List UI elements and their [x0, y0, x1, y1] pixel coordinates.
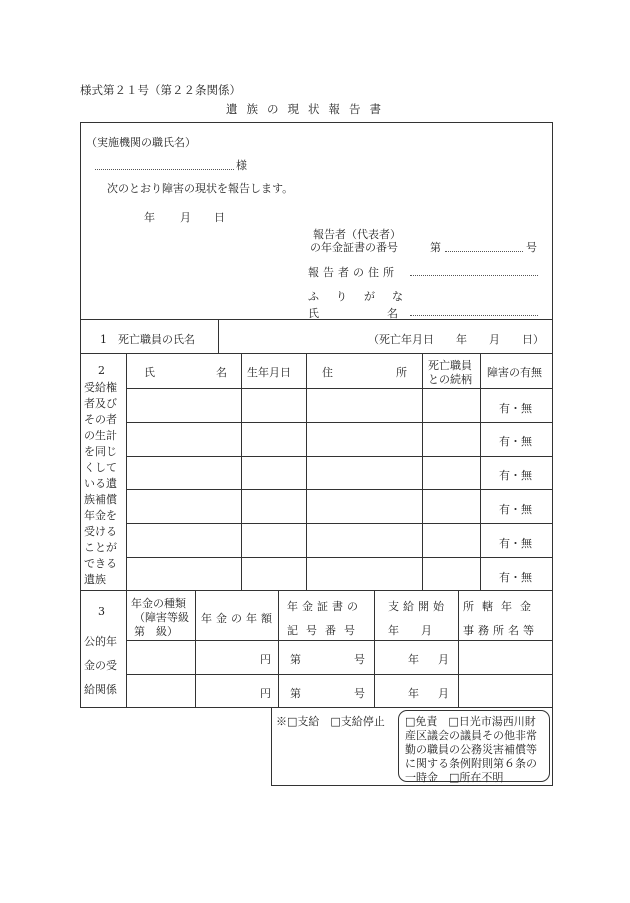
section2-number: 2 — [98, 364, 105, 377]
note-line-1: □免責 □日光市湯西川財 — [405, 715, 536, 728]
header-cert-2: 記号番号 — [287, 624, 363, 637]
form-number: 様式第２１号（第２２条関係） — [80, 83, 241, 97]
header-name-b: 名 — [216, 366, 227, 379]
furigana-label: ふりがな — [308, 290, 420, 303]
death-date: （死亡年月日 年 月 日） — [368, 333, 544, 346]
disability-cell: 有・無 — [499, 402, 532, 415]
intro-text: 次のとおり障害の現状を報告します。 — [107, 182, 294, 195]
header-cert-1: 年金証書の — [287, 600, 362, 613]
sama-text: 様 — [236, 159, 247, 172]
header-type-3: 第 級） — [134, 625, 178, 638]
disability-cell: 有・無 — [499, 435, 532, 448]
note-line-3: 勤の職員の公務災害補償等 — [405, 743, 537, 756]
section2-side-label: 受給権者及びその者の生計を同じくしている遺族補償年金を受けることができる遺族 — [84, 381, 117, 586]
address-label: 報告者の住所 — [308, 266, 398, 279]
header-start-1: 支給開始 — [388, 600, 448, 613]
note-line-5: 一時金 □所在不明 — [405, 771, 504, 784]
page-title: 遺族の現状報告書 — [226, 102, 390, 116]
cert-go-cell: 号 — [354, 653, 365, 666]
address-line — [410, 275, 538, 276]
agency-label: （実施機関の職氏名） — [86, 136, 196, 149]
header-addr-a: 住 — [322, 366, 333, 379]
header-birth: 生年月日 — [247, 366, 291, 379]
disability-cell: 有・無 — [499, 537, 532, 550]
cert-dai: 第 — [430, 241, 441, 254]
start-year-cell: 年 — [408, 687, 419, 700]
reporter-label-2: の年金証書の番号 — [310, 241, 398, 254]
header-name-a: 氏 — [144, 366, 155, 379]
date-year: 年 — [144, 211, 155, 224]
cert-dai-cell: 第 — [290, 687, 301, 700]
name-line — [410, 315, 538, 316]
header-disability: 障害の有無 — [487, 366, 542, 379]
yen-unit: 円 — [260, 653, 271, 666]
agency-line — [95, 169, 234, 170]
start-year-cell: 年 — [408, 653, 419, 666]
disability-cell: 有・無 — [499, 503, 532, 516]
cert-go-cell: 号 — [354, 687, 365, 700]
header-addr-b: 所 — [396, 366, 407, 379]
header-start-2: 年 月 — [388, 624, 432, 637]
header-office-1: 所轄年金 — [463, 600, 539, 613]
cert-go: 号 — [526, 241, 537, 254]
header-amount: 年金の年額 — [201, 612, 276, 625]
header-type-1: 年金の種類 — [131, 597, 186, 610]
note-line-4: に関する条例附則第６条の — [405, 757, 537, 770]
start-month-cell: 月 — [438, 687, 449, 700]
cert-number-line — [445, 251, 523, 252]
date-day: 日 — [214, 211, 225, 224]
section1-label: 1 死亡職員の氏名 — [100, 333, 195, 346]
start-month-cell: 月 — [438, 653, 449, 666]
section3-number: 3 — [98, 605, 105, 618]
date-month: 月 — [180, 211, 191, 224]
header-relation-1: 死亡職員 — [428, 359, 472, 372]
header-type-2: （障害等級 — [134, 611, 189, 624]
cert-dai-cell: 第 — [290, 653, 301, 666]
header-relation-2: との続柄 — [428, 373, 472, 386]
note-line-2: 産区議会の議員その他非常 — [405, 729, 537, 742]
section3-side-label: 公的年金の受給関係 — [84, 635, 117, 696]
disability-cell: 有・無 — [499, 571, 532, 584]
note-payment-status: ※□支給 □支給停止 — [276, 715, 385, 728]
name-label: 氏名 — [308, 307, 466, 320]
yen-unit: 円 — [260, 687, 271, 700]
header-office-2: 事務所名等 — [463, 624, 538, 637]
disability-cell: 有・無 — [499, 469, 532, 482]
reporter-label-1: 報告者（代表者） — [313, 228, 401, 241]
